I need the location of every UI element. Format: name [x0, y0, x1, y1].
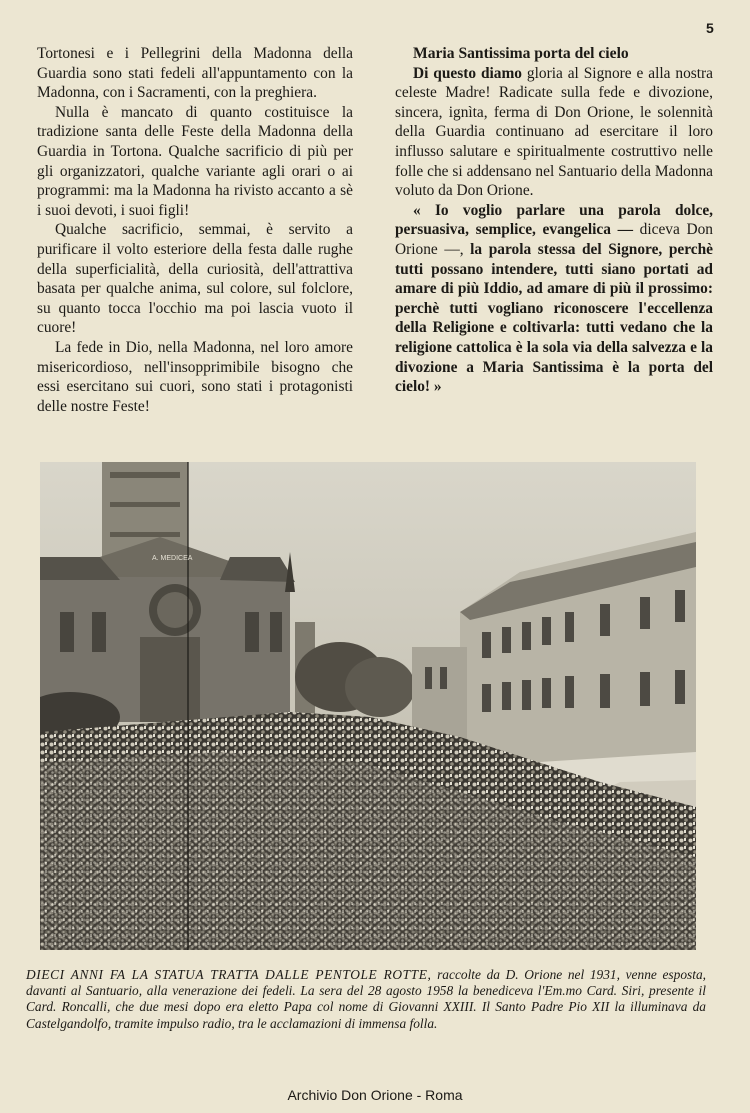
- banner-text: A. MEDICEA: [152, 555, 193, 562]
- photo-illustration: [40, 462, 696, 950]
- paragraph: La fede in Dio, nella Madonna, nel loro amore misericordioso, nell'insopprimibile bisogno che essi esercitano sui cuori, sono stati i protagonisti delle nostre Feste!: [37, 338, 353, 415]
- quote: [395, 201, 713, 397]
- quote-attribution: diceva Don Orione —,: [395, 221, 713, 258]
- paragraph-lead: Di questo diamo: [413, 64, 523, 82]
- quote-part-c: la parola stessa del Signore, perchè tutti possano intendere, tutti siano portati ad amare di più Iddio, ad amare di più il prossimo: perchè tutti vogliano riconoscere l'eccellenza della Religione e coltivarla: tutti vedano che la religione cattolica è la sola via della salvezza e la divozione a Maria Santissima è la porta del cielo! »: [395, 240, 714, 396]
- left-column: [37, 44, 353, 416]
- quote-part-a: « Io voglio parlare una parola dolce, persuasiva, semplice, evangelica —: [395, 201, 713, 239]
- caption-body: raccolte da D. Orione nel 1931, venne esposta, davanti al Santuario, alla venerazione dei fedeli. La sera del 28 agosto 1958 la benediceva l'Em.mo Card. Siri, presente il Card. Roncalli, che due mesi dopo era eletto Papa col nome di Giovanni XXIII. Il Santo Padre Pio XII la illuminava da Castelgandolfo, tramite impulso radio, tra le acclamazioni di immensa folla.: [26, 967, 706, 1031]
- paragraph: [395, 64, 713, 201]
- page-number: 5: [706, 20, 714, 36]
- section-heading: Maria Santissima porta del cielo: [413, 45, 629, 62]
- archive-footer: Archivio Don Orione - Roma: [287, 1087, 463, 1103]
- paragraph: Qualche sacrificio, semmai, è servito a purificare il volto esteriore della festa dalle rughe della superficialità, della curiosità, dell'attrattiva basata per qualche anima, sul colore, sul folclore, su quanto tocca l'occhio ma poi lascia vuoto il cuore!: [37, 221, 353, 337]
- photo-sanctuary-crowd: [40, 462, 696, 950]
- paragraph: Nulla è mancato di quanto costituisce la tradizione santa delle Feste della Madonna della Guardia in Tortona. Qualche sacrificio di più per gli organizzatori, qualche variante agli orari o ai programmi: ma la Madonna ha rivisto accanto a sè i suoi devoti, i suoi figli!: [37, 103, 353, 219]
- right-column: [395, 44, 713, 397]
- paragraph: Tortonesi e i Pellegrini della Madonna della Guardia sono stati fedeli all'appuntamento con la Madonna, con i Sacramenti, con la preghiera.: [37, 45, 353, 102]
- caption-lead: DIECI ANNI FA LA STATUA TRATTA DALLE PENTOLE ROTTE,: [26, 967, 432, 982]
- paragraph-body: gloria al Signore e alla nostra celeste Madre! Radicate sulla fede e divozione, sincera, ignìta, ferma di Don Orione, le solennità della Guardia continuano ad esercitare il loro influsso salutare e spiritualmente costruttivo nelle folle che si addensano nel Santuario della Madonna voluto da Don Orione.: [395, 64, 713, 200]
- photo-caption: [26, 967, 706, 1032]
